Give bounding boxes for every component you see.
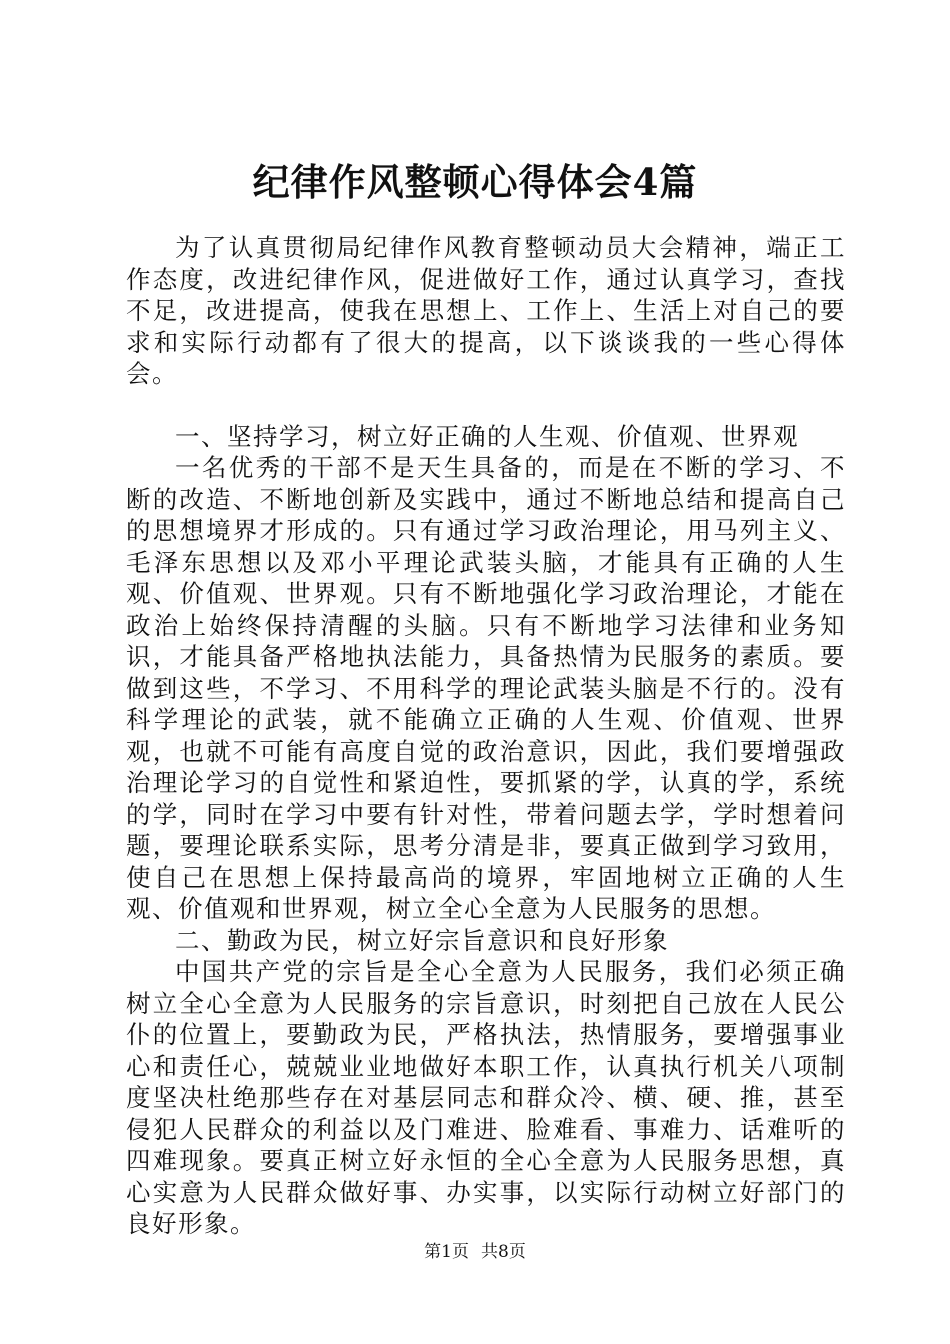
document-title: 纪律作风整顿心得体会4篇 bbox=[252, 160, 698, 204]
section-body-1: 一名优秀的干部不是天生具备的，而是在不断的学习、不断的改造、不断地创新及实践中，通过不断地总结和提高自己的思想境界才形成的。只有通过学习政治理论，用马列主义、毛泽东思想以及邓小平理论武装头脑，才能具有正确的人生观、价值观、世界观。只有不断地强化学习政治理论，才能在政治上始终保持清醒的头脑。只有不断地学习法律和业务知识，才能具备严格地执法能力，具备热情为民服务的素质。要做到这些，不学习、不用科学的理论武装头脑是不行的。没有科学理论的武装，就不能确立正确的人生观、价值观、世界观，也就不可能有高度自觉的政治意识，因此，我们要增强政治理论学习的自觉性和紧迫性，要抓紧的学，认真的学，系统的学，同时在学习中要有针对性，带着问题去学，学时想着问题，要理论联系实际，思考分清是非，要真正做到学习致用，使自己在思想上保持最高尚的境界，牢固地树立正确的人生观、价值观和世界观，树立全心全意为人民服务的思想。 bbox=[126, 453, 846, 923]
section-heading-1: 一、坚持学习，树立好正确的人生观、价值观、世界观 bbox=[175, 421, 799, 451]
intro-paragraph: 为了认真贯彻局纪律作风教育整顿动员大会精神，端正工作态度，改进纪律作风，促进做好工作，通过认真学习，查找不足，改进提高，使我在思想上、工作上、生活上对自己的要求和实际行动都有了很大的提高，以下谈谈我的一些心得体会。 bbox=[126, 233, 846, 388]
paragraph-gap bbox=[126, 390, 846, 421]
section-body-2: 中国共产党的宗旨是全心全意为人民服务，我们必须正确树立全心全意为人民服务的宗旨意识，时刻把自己放在人民公仆的位置上，要勤政为民，严格执法，热情服务，要增强事业心和责任心，兢兢业业地做好本职工作，认真执行机关八项制度坚决杜绝那些存在对基层同志和群众冷、横、硬、推，甚至侵犯人民群众的利益以及门难进、脸难看、事难力、话难听的四难现象。要真正树立好永恒的全心全意为人民服务思想，真心实意为人民群众做好事、办实事，以实际行动树立好部门的良好形象。 bbox=[126, 957, 846, 1238]
page-footer bbox=[0, 1240, 950, 1264]
page-total: 共8页 bbox=[481, 1242, 526, 1262]
section-heading-2: 二、勤政为民，树立好宗旨意识和良好形象 bbox=[175, 925, 669, 955]
document-body bbox=[126, 232, 846, 1240]
page-number: 第1页 bbox=[424, 1242, 469, 1262]
